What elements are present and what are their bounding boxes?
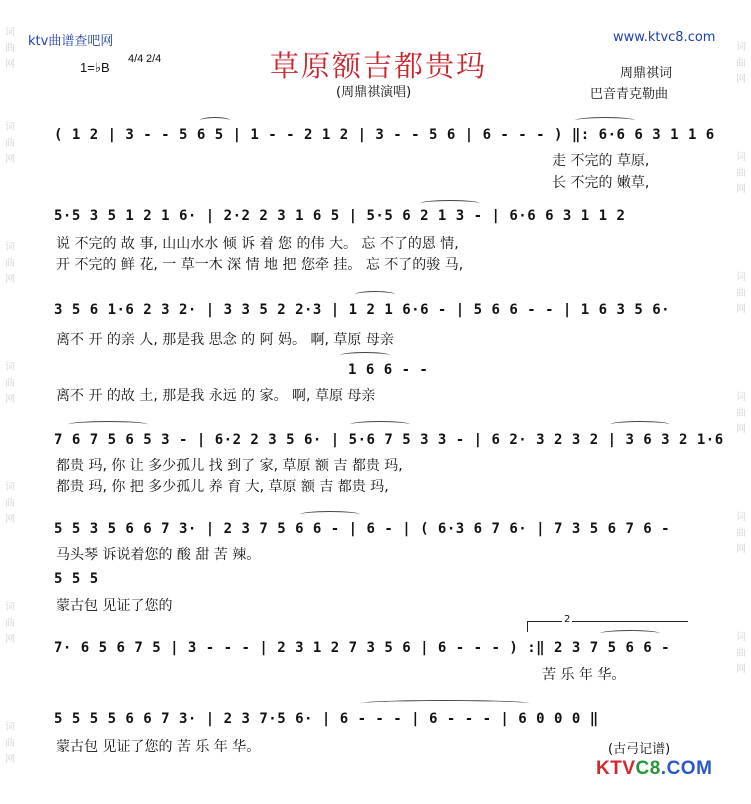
slur-8 bbox=[610, 421, 670, 428]
watermark-right-3: 词曲网 bbox=[736, 272, 746, 315]
site-url[interactable]: www.ktvc8.com bbox=[613, 30, 716, 45]
brand-logo[interactable]: KTVC8.COM bbox=[596, 758, 713, 779]
watermark-right-4: 词曲网 bbox=[736, 392, 746, 435]
watermark-right-1: 词曲网 bbox=[736, 42, 746, 85]
score-line-4: 7 6 7 5 6 5 3 - | 6·2 2 3 5 6· | 5·6 7 5 3 3 - | 6 2· 3 2 3 2 | 3 6 3 2 1·6 bbox=[54, 432, 724, 448]
key-signature: 1=♭B bbox=[80, 60, 110, 75]
score-line-3-variant: 1 6 6 - - bbox=[348, 362, 429, 378]
time-signature-2: 2/4 bbox=[146, 53, 162, 65]
lyric-line-7: 都贵 玛, 你 让 多少孤儿 找 到了 家, 草原 额 吉 都贵 玛, bbox=[56, 458, 403, 474]
watermark-left-7: 词曲网 bbox=[5, 722, 15, 765]
score-line-5: 5 5 3 5 6 6 7 3· | 2 3 7 5 6 6 - | 6 - | ( 6·3 6 7 6· | 7 3 5 6 7 6 - bbox=[54, 521, 671, 537]
watermark-right-2: 词曲网 bbox=[736, 152, 746, 195]
song-title: 草原额吉都贵玛 bbox=[270, 49, 488, 83]
slur-5 bbox=[340, 352, 390, 359]
score-line-6: 7· 6 5 6 7 5 | 3 - - - | 2 3 1 2 7 3 5 6 | 6 - - - ) :‖ 2 3 7 5 6 6 - bbox=[54, 640, 671, 656]
score-line-1: ( 1 2 | 3 - - 5 6 5 | 1 - - 2 1 2 | 3 - - 5 6 | 6 - - - ) ‖: 6·6 6 3 1 1 6 bbox=[54, 127, 715, 143]
lyric-line-8: 都贵 玛, 你 把 多少孤儿 养 育 大, 草原 额 吉 都贵 玛, bbox=[56, 479, 389, 495]
lyric-line-12: 蒙古包 见证了您的 苦 乐 年 华。 bbox=[56, 739, 261, 755]
watermark-left-6: 词曲网 bbox=[5, 602, 15, 645]
watermark-left-1: 词曲网 bbox=[5, 27, 15, 70]
watermark-right-5: 词曲网 bbox=[736, 512, 746, 555]
slur-10 bbox=[600, 630, 660, 637]
score-line-5-variant: 5 5 5 bbox=[54, 571, 99, 587]
copyist-note: (古弓记谱) bbox=[608, 742, 671, 757]
lyric-line-6: 离不 开 的故 土, 那是我 永远 的 家。 啊, 草原 母亲 bbox=[56, 388, 376, 404]
volta-label: 2 bbox=[564, 614, 571, 625]
slur-3 bbox=[420, 200, 480, 207]
slur-11 bbox=[360, 700, 530, 707]
slur-2 bbox=[575, 117, 635, 124]
slur-9 bbox=[300, 511, 360, 518]
time-signature-1: 4/4 bbox=[128, 53, 144, 65]
slur-6 bbox=[68, 421, 148, 428]
watermark-right-6: 词曲网 bbox=[736, 632, 746, 675]
lyric-line-11: 苦 乐 年 华。 bbox=[542, 667, 626, 683]
watermark-left-4: 词曲网 bbox=[5, 362, 15, 405]
lyric-line-5: 离不 开 的亲 人, 那是我 思念 的 阿 妈。 啊, 草原 母亲 bbox=[56, 332, 394, 348]
lyric-line-4: 开 不完的 鲜 花, 一 草一木 深 情 地 把 您牵 挂。 忘 不了的骏 马, bbox=[56, 257, 464, 273]
score-line-7: 5 5 5 5 6 6 7 3· | 2 3 7·5 6· | 6 - - - | 6 - - - | 6 0 0 0 ‖ bbox=[54, 711, 599, 727]
watermark-left-2: 词曲网 bbox=[5, 122, 15, 165]
slur-1 bbox=[200, 117, 230, 124]
watermark-left-5: 词曲网 bbox=[5, 482, 15, 525]
performer: (周鼎祺演唱) bbox=[336, 85, 412, 100]
site-name[interactable]: ktv曲谱查吧网 bbox=[28, 34, 114, 49]
lyricist: 周鼎祺词 bbox=[620, 66, 673, 81]
lyric-line-10: 蒙古包 见证了您的 bbox=[56, 598, 173, 614]
composer: 巴音青克勒曲 bbox=[590, 87, 669, 102]
lyric-line-3: 说 不完的 故 事, 山山水水 倾 诉 着 您 的伟 大。 忘 不了的恩 情, bbox=[56, 236, 459, 252]
watermark-left-3: 词曲网 bbox=[5, 242, 15, 285]
lyric-line-9: 马头琴 诉说着您的 酸 甜 苦 辣。 bbox=[56, 547, 261, 563]
score-line-3: 3 5 6 1·6 2 3 2· | 3 3 5 2 2·3 | 1 2 1 6·6 - | 5 6 6 - - | 1 6 3 5 6· bbox=[54, 302, 671, 318]
score-line-2: 5·5 3 5 1 2 1 6· | 2·2 2 3 1 6 5 | 5·5 6 2 1 3 - | 6·6 6 3 1 1 2 bbox=[54, 208, 626, 224]
lyric-line-1: 走 不完的 草原, bbox=[552, 153, 650, 169]
slur-7 bbox=[350, 421, 410, 428]
slur-4 bbox=[355, 291, 395, 298]
lyric-line-2: 长 不完的 嫩草, bbox=[552, 175, 650, 191]
